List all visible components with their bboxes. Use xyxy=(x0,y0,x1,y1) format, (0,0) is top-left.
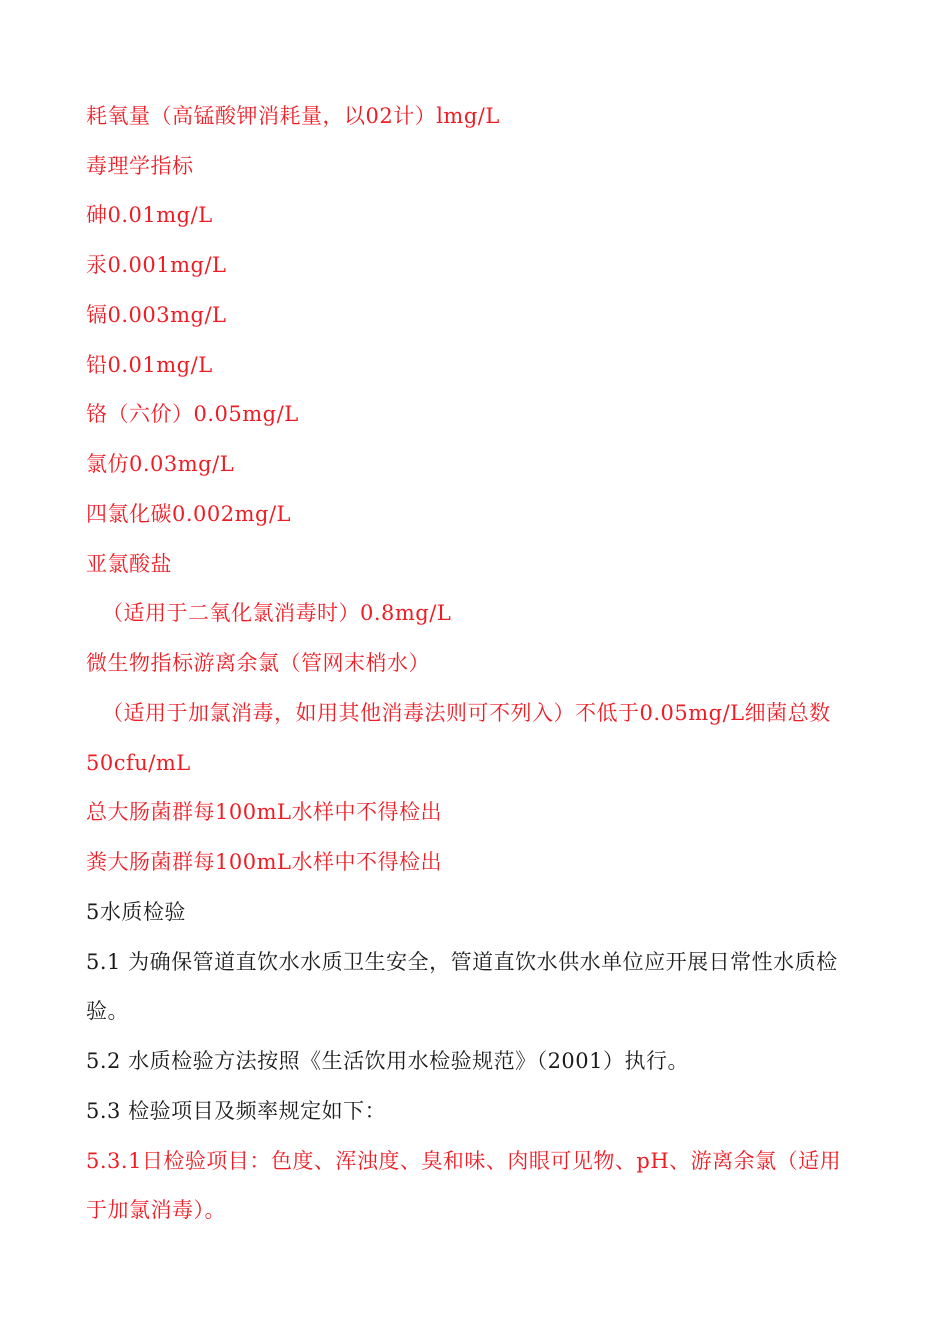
microbiology-heading: 微生物指标游离余氯（管网末梢水） xyxy=(86,651,430,675)
section-5-heading: 5水质检验 xyxy=(86,900,186,924)
toxicology-heading: 毒理学指标 xyxy=(86,154,194,178)
free-chlorine-note-line: （适用于加氯消毒，如用其他消毒法则可不列入）不低于0.05mg/L细菌总数 xyxy=(102,701,831,725)
section-5-3-1-continued: 于加氯消毒）。 xyxy=(86,1198,226,1222)
cadmium-line: 镉0.003mg/L xyxy=(86,303,227,327)
chlorite-line: 亚氯酸盐 xyxy=(86,552,172,576)
chlorite-note-line: （适用于二氧化氯消毒时）0.8mg/L xyxy=(102,601,452,625)
chloroform-line: 氯仿0.03mg/L xyxy=(86,452,235,476)
total-coliform-line: 总大肠菌群每100mL水样中不得检出 xyxy=(86,800,442,824)
section-5-2-line: 5.2 水质检验方法按照《生活饮用水检验规范》（2001）执行。 xyxy=(86,1049,690,1073)
oxygen-consumption-line: 耗氧量（高锰酸钾消耗量，以02计）lmg/L xyxy=(86,104,500,128)
section-5-3-line: 5.3 检验项目及频率规定如下： xyxy=(86,1099,387,1123)
section-5-1-line: 5.1 为确保管道直饮水水质卫生安全，管道直饮水供水单位应开展日常性水质检 xyxy=(86,950,838,974)
carbon-tetrachloride-line: 四氯化碳0.002mg/L xyxy=(86,502,291,526)
arsenic-line: 砷0.01mg/L xyxy=(86,203,213,227)
lead-line: 铅0.01mg/L xyxy=(86,353,213,377)
section-5-1-continued: 验。 xyxy=(86,999,129,1023)
chromium-line: 铬（六价）0.05mg/L xyxy=(86,402,299,426)
mercury-line: 汞0.001mg/L xyxy=(86,253,227,277)
section-5-3-1-line: 5.3.1日检验项目：色度、浑浊度、臭和味、肉眼可见物、pH、游离余氯（适用 xyxy=(86,1149,842,1173)
fecal-coliform-line: 粪大肠菌群每100mL水样中不得检出 xyxy=(86,850,442,874)
bacteria-count-line: 50cfu/mL xyxy=(86,751,191,775)
